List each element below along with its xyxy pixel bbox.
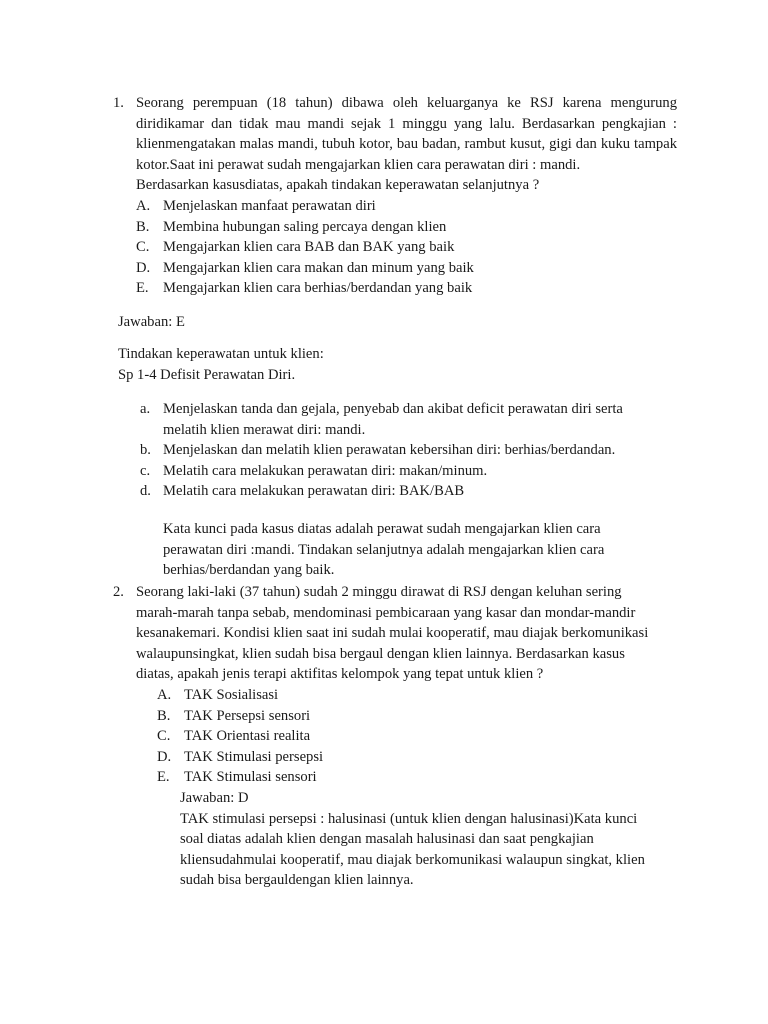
explanation-line: soal diatas adalah klien dengan masalah halusinasi dan saat pengkajian <box>180 831 594 848</box>
question-1-action-heading: Tindakan keperawatan untuk klien: <box>118 346 324 362</box>
option-text: TAK Stimulasi sensori <box>184 769 317 786</box>
question-2-option-a <box>157 685 657 706</box>
action-text-line: melatih klien merawat diri: mandi. <box>163 421 366 438</box>
question-1 <box>136 93 677 299</box>
option-marker: D. <box>157 748 172 765</box>
option-marker: A. <box>157 687 172 703</box>
explanation-line: kliensudahmulai kooperatif, mau diajak berkomunikasi walaupun singkat, klien <box>180 851 645 868</box>
question-2-line: kesanakemari. Kondisi klien saat ini sudah mulai kooperatif, mau diajak berkomunikasi <box>136 625 649 642</box>
question-1-answer: Jawaban: E <box>118 314 185 330</box>
question-1-action-sub: Sp 1-4 Defisit Perawatan Diri. <box>118 367 296 383</box>
question-1-option-e <box>136 278 677 299</box>
question-1-options <box>136 196 677 299</box>
keyword-line: perawatan diri :mandi. Tindakan selanjutnya adalah mengajarkan klien cara <box>163 541 605 558</box>
action-marker: c. <box>140 462 151 479</box>
option-marker: B. <box>136 218 150 235</box>
question-2-option-b <box>157 706 657 727</box>
option-text: Mengajarkan klien cara BAB dan BAK yang baik <box>163 239 455 256</box>
action-text-line: Menjelaskan tanda dan gejala, penyebab dan akibat deficit perawatan diri serta <box>163 401 623 417</box>
option-marker: E. <box>157 769 170 786</box>
option-text: Membina hubungan saling percaya dengan klien <box>163 218 447 235</box>
option-text: TAK Stimulasi persepsi <box>184 748 324 765</box>
option-text: Menjelaskan manfaat perawatan diri <box>163 197 376 214</box>
action-item-c <box>140 461 660 482</box>
option-marker: A. <box>136 197 151 214</box>
question-1-keyword-paragraph <box>163 519 663 581</box>
question-1-prompt: Berdasarkan kasusdiatas, apakah tindakan keperawatan selanjutnya ? <box>136 177 540 194</box>
question-1-option-a <box>136 196 677 217</box>
option-marker: D. <box>136 259 151 276</box>
action-item-a <box>140 399 660 440</box>
question-2-option-e <box>157 767 657 788</box>
question-2-answer: Jawaban: D <box>180 790 249 806</box>
option-text: Mengajarkan klien cara berhias/berdandan yang baik <box>163 280 473 297</box>
action-text-line: Melatih cara melakukan perawatan diri: BAK/BAB <box>163 483 465 500</box>
option-marker: E. <box>136 280 149 297</box>
question-2-line: Seorang laki-laki (37 tahun) sudah 2 minggu dirawat di RSJ dengan keluhan sering <box>136 584 622 600</box>
question-2-options <box>157 685 657 788</box>
question-2-option-c <box>157 726 657 747</box>
option-marker: C. <box>136 239 150 256</box>
question-2 <box>136 582 681 685</box>
action-text-line: Melatih cara melakukan perawatan diri: makan/minum. <box>163 462 488 479</box>
option-text: TAK Sosialisasi <box>184 687 279 703</box>
option-text: TAK Persepsi sensori <box>184 707 311 724</box>
action-item-b <box>140 440 660 461</box>
question-1-option-c <box>136 237 677 258</box>
question-1-option-d <box>136 258 677 279</box>
question-2-line: walaupunsingkat, klien sudah bisa bergaul dengan klien lainnya. Berdasarkan kasus <box>136 645 625 662</box>
action-text-line: Menjelaskan dan melatih klien perawatan kebersihan diri: berhias/berdandan. <box>163 442 616 459</box>
question-2-option-d <box>157 747 657 768</box>
keyword-line: Kata kunci pada kasus diatas adalah perawat sudah mengajarkan klien cara <box>163 521 601 537</box>
question-2-line: marah-marah tanpa sebab, mendominasi pembicaraan yang kasar dan mondar-mandir <box>136 604 636 621</box>
option-marker: B. <box>157 707 171 724</box>
action-marker: a. <box>140 401 151 417</box>
action-item-d <box>140 481 660 502</box>
explanation-line: TAK stimulasi persepsi : halusinasi (untuk klien dengan halusinasi)Kata kunci <box>180 810 638 827</box>
question-1-number: 1. <box>113 95 124 111</box>
action-marker: b. <box>140 442 151 459</box>
explanation-line: sudah bisa bergauldengan klien lainnya. <box>180 872 414 889</box>
question-1-option-b <box>136 217 677 238</box>
question-2-number: 2. <box>113 584 124 600</box>
question-2-answer-block <box>180 788 670 891</box>
question-1-actions <box>140 399 660 502</box>
question-2-line: diatas, apakah jenis terapi aktifitas kelompok yang tepat untuk klien ? <box>136 666 544 683</box>
keyword-line: berhias/berdandan yang baik. <box>163 562 335 579</box>
question-1-case-text: Seorang perempuan (18 tahun) dibawa oleh keluarganya ke RSJ karena mengurung diridikamar dan tidak mau mandi sejak 1 minggu yang lalu. Berdasarkan pengkajian : klienmengatakan malas mandi, tubuh kotor, bau badan, rambut kusut, gigi dan kuku tampak kotor.Saat ini perawat sudah mengajarkan klien cara perawatan diri : mandi. <box>136 95 677 173</box>
action-marker: d. <box>140 483 151 500</box>
option-text: TAK Orientasi realita <box>184 728 311 745</box>
option-text: Mengajarkan klien cara makan dan minum yang baik <box>163 259 474 276</box>
option-marker: C. <box>157 728 171 745</box>
